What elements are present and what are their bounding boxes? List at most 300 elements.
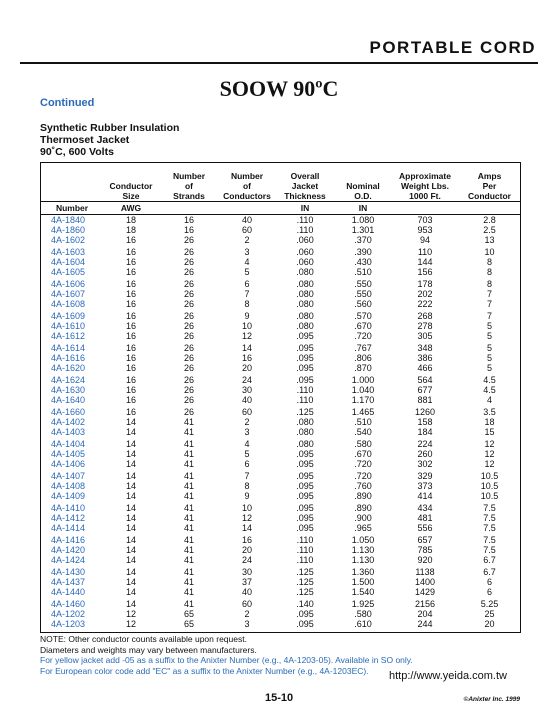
table-cell: 16 [125,363,136,373]
table-cell: 20 [241,363,252,373]
table-cell: 14 [125,491,136,501]
notes [40,634,413,676]
table-row [41,309,520,321]
table-cell: .110 [296,545,314,555]
table-cell: .095 [296,491,314,501]
part-number-cell: 4A-1437 [51,577,86,587]
table-cell: .080 [296,289,314,299]
table-cell: 26 [183,289,194,299]
table-cell: 26 [183,363,194,373]
table-cell: .110 [296,555,314,565]
part-number-cell: 4A-1614 [51,343,86,353]
table-cell: .125 [296,577,314,587]
table-cell: 26 [183,375,194,385]
table-cell: 16 [125,385,136,395]
table-cell: 1.925 [351,599,375,609]
table-cell: 12 [241,513,252,523]
table-cell: .610 [354,619,372,629]
table-cell: 26 [183,331,194,341]
table-cell: .110 [296,535,314,545]
table-cell: 1260 [414,407,436,417]
note-line: For yellow jacket add -05 as a suffix to the Anixter Number (e.g., 4A-1203-05). Available in SO only. [40,655,413,665]
table-cell: 3.5 [483,407,496,417]
table-row [41,565,520,577]
table-row [41,363,520,373]
table-cell: 16 [125,343,136,353]
table-cell: 41 [183,417,194,427]
table-row [41,609,520,619]
header-rule [20,62,538,64]
table-cell: 657 [417,535,433,545]
table-cell: 26 [183,279,194,289]
table-cell: .720 [354,459,372,469]
table-cell: 703 [417,215,433,225]
column-header: Amps Per Conductor [468,171,511,201]
part-number-cell: 4A-1405 [51,449,86,459]
table-cell: 5.25 [480,599,499,609]
table-cell: 30 [241,385,252,395]
table-cell: 1.500 [351,577,375,587]
table-cell: 16 [125,235,136,245]
part-number-cell: 4A-1630 [51,385,86,395]
table-cell: 881 [417,395,433,405]
table-row [41,459,520,469]
table-cell: 414 [417,491,433,501]
part-number-cell: 4A-1640 [51,395,86,405]
table-cell: 26 [183,395,194,405]
unit-header: IN [275,202,335,215]
table-cell: .140 [296,599,314,609]
table-cell: 14 [125,481,136,491]
table-cell: 7.5 [483,503,496,513]
table-cell: 16 [241,535,252,545]
table-cell: 16 [183,225,194,235]
table-cell: 564 [417,375,433,385]
table-cell: .095 [296,503,314,513]
table-cell: 16 [125,289,136,299]
table-cell: .095 [296,459,314,469]
table-cell: 14 [125,535,136,545]
table-cell: 3 [244,247,250,257]
table-cell: 14 [125,599,136,609]
table-cell: 26 [183,343,194,353]
table-cell: 26 [183,353,194,363]
table-cell: .095 [296,375,314,385]
table-cell: 373 [417,481,433,491]
part-number-cell: 4A-1460 [51,599,86,609]
table-cell: 953 [417,225,433,235]
table-cell: .806 [354,353,372,363]
table-cell: 14 [241,343,252,353]
description [40,122,179,158]
table-cell: .095 [296,471,314,481]
table-cell: .890 [354,503,372,513]
column-header: Nominal O.D. [346,181,380,201]
table-cell: 16 [125,375,136,385]
table-row [41,427,520,437]
table-cell: 13 [484,235,495,245]
table-cell: .080 [296,427,314,437]
table-cell: 1.080 [351,215,375,225]
table-cell: 2 [244,235,250,245]
table-row [41,533,520,545]
table-cell: .870 [354,363,372,373]
unit-header: IN [335,202,391,215]
part-number-cell: 4A-1606 [51,279,86,289]
table-cell: 14 [125,513,136,523]
table-cell: 144 [417,257,433,267]
note-line: Diameters and weights may vary between manufacturers. [40,644,257,655]
table-cell: .720 [354,331,372,341]
table-cell: 26 [183,299,194,309]
table-cell: 204 [417,609,433,619]
table-row [41,341,520,353]
part-number-cell: 4A-1609 [51,311,86,321]
table-cell: 5 [244,449,250,459]
table-cell: 40 [241,395,252,405]
table-row [41,513,520,523]
column-header: Overall Jacket Thickness [284,171,326,201]
table-cell: .080 [296,321,314,331]
table-cell: .080 [296,439,314,449]
table-cell: 1138 [415,567,435,577]
table-cell: 16 [125,407,136,417]
table-cell: .670 [354,321,372,331]
table-cell: 16 [125,311,136,321]
part-number-cell: 4A-1430 [51,567,86,577]
table-cell: .095 [296,619,314,629]
table-cell: 20 [484,619,495,629]
table-cell: 4.5 [483,385,496,395]
table-cell: 14 [125,417,136,427]
table-cell: .110 [296,385,314,395]
table-cell: 1.170 [351,395,375,405]
table-row [41,491,520,501]
table-cell: 9 [244,311,250,321]
table-cell: 302 [417,459,433,469]
table-row [41,449,520,459]
table-cell: 10 [484,247,495,257]
table-cell: 16 [125,257,136,267]
table-cell: .767 [354,343,372,353]
table-cell: 26 [183,235,194,245]
table-row [41,277,520,289]
table-cell: 3 [244,619,250,629]
table-cell: .580 [354,439,372,449]
part-number-cell: 4A-1406 [51,459,86,469]
table-cell: 158 [417,417,433,427]
table-row [41,469,520,481]
table-cell: 41 [183,567,194,577]
part-number-cell: 4A-1660 [51,407,86,417]
description-line: Synthetic Rubber Insulation [40,122,180,134]
table-cell: .125 [296,567,314,577]
table-cell: 6 [486,577,492,587]
table-cell: 16 [125,395,136,405]
table-cell: 348 [417,343,433,353]
table-cell: 26 [183,311,194,321]
table-cell: 2 [244,417,250,427]
table-cell: 41 [183,439,194,449]
table-cell: 16 [183,215,194,225]
part-number-cell: 4A-1403 [51,427,86,437]
table-cell: 40 [241,215,252,225]
table-cell: 14 [125,503,136,513]
table-cell: 8 [244,299,250,309]
unit-header [219,202,275,215]
table-cell: 94 [419,235,430,245]
table-cell: 202 [417,289,433,299]
table-cell: .095 [296,353,314,363]
table-cell: .720 [354,471,372,481]
column-header: Approximate Weight Lbs. 1000 Ft. [399,171,451,201]
table-cell: 14 [125,567,136,577]
table-cell: 7 [486,311,492,321]
table-cell: .510 [354,267,372,277]
table-cell: 9 [244,491,250,501]
column-header: Number of Conductors [223,171,271,201]
table-cell: .095 [296,363,314,373]
part-number-cell: 4A-1840 [51,215,86,225]
table-cell: .890 [354,491,372,501]
table-cell: 26 [183,385,194,395]
table-row [41,331,520,341]
table-cell: 16 [125,321,136,331]
column-header: Conductor Size [109,181,153,201]
table-cell: 2 [244,609,250,619]
note-line: NOTE: Other conductor counts available upon request. [40,634,247,644]
table-cell: 260 [417,449,433,459]
column-header: Number of Strands [172,171,206,201]
table-cell: 40 [241,587,252,597]
table-cell: 1.360 [351,567,375,577]
part-number-cell: 4A-1404 [51,439,86,449]
table-cell: 14 [125,459,136,469]
table-cell: 466 [417,363,433,373]
table-cell: 16 [125,279,136,289]
table-cell: 6.7 [483,555,496,565]
table-cell: 156 [417,267,433,277]
table-cell: 244 [417,619,433,629]
table-cell: .080 [296,311,314,321]
table-cell: 10.5 [480,491,499,501]
subheader-row [41,202,520,215]
table-cell: 7 [244,471,250,481]
table-cell: 14 [125,577,136,587]
table-cell: 677 [417,385,433,395]
table-cell: 785 [417,545,433,555]
description-line: 90˚C, 600 Volts [40,146,114,158]
table-cell: .095 [296,513,314,523]
table-cell: 12 [241,331,252,341]
table-cell: 41 [183,555,194,565]
unit-header: AWG [103,202,159,215]
part-number-cell: 4A-1612 [51,331,86,341]
part-number-cell: 4A-1860 [51,225,86,235]
table-row [41,257,520,267]
table-cell: 41 [183,459,194,469]
table-cell: .125 [296,407,314,417]
table-cell: 1.540 [351,587,375,597]
table-row [41,619,520,629]
table-cell: 18 [125,225,136,235]
part-number-cell: 4A-1604 [51,257,86,267]
table-cell: 41 [183,491,194,501]
header-row [41,163,520,202]
table-cell: .550 [354,289,372,299]
table-cell: 41 [183,427,194,437]
part-number-cell: 4A-1608 [51,299,86,309]
table-cell: 60 [241,225,252,235]
table-cell: 26 [183,267,194,277]
table-cell: 10.5 [480,471,499,481]
table-cell: 6.7 [483,567,496,577]
page-number: 15-10 [265,692,294,704]
table-cell: 6 [244,459,250,469]
part-number-cell: 4A-1410 [51,503,86,513]
table-cell: 1.465 [351,407,375,417]
table-cell: 14 [125,427,136,437]
table-cell: 1.000 [351,375,375,385]
table-cell: 6 [244,279,250,289]
part-number-cell: 4A-1440 [51,587,86,597]
page-title: SOOW 90ºC [219,76,339,101]
part-number-cell: 4A-1414 [51,523,86,533]
table-cell: 18 [125,215,136,225]
table-cell: 60 [241,407,252,417]
table-cell: 7 [486,289,492,299]
table-cell: 41 [183,545,194,555]
table-row [41,523,520,533]
table-cell: 65 [183,609,194,619]
table-cell: .080 [296,417,314,427]
part-number-cell: 4A-1409 [51,491,86,501]
part-number-cell: 4A-1424 [51,555,86,565]
unit-header: Number [41,202,103,215]
table-cell: 24 [241,375,252,385]
unit-header [159,202,219,215]
table-cell: .580 [354,609,372,619]
table-row [41,405,520,417]
part-number-cell: 4A-1407 [51,471,86,481]
part-number-cell: 4A-1610 [51,321,86,331]
table-cell: 556 [417,523,433,533]
table-cell: 65 [183,619,194,629]
table-cell: .570 [354,311,372,321]
table-cell: 41 [183,471,194,481]
part-number-cell: 4A-1408 [51,481,86,491]
table-cell: .095 [296,481,314,491]
table-cell: .560 [354,299,372,309]
table-row [41,373,520,385]
table-cell: 1400 [414,577,436,587]
table-cell: 41 [183,523,194,533]
table-cell: 41 [183,535,194,545]
table-row [41,235,520,245]
table-cell: .760 [354,481,372,491]
table-cell: 16 [241,353,252,363]
table-cell: 178 [417,279,433,289]
part-number-cell: 4A-1203 [51,619,86,629]
table-cell: 12 [484,449,495,459]
table-cell: 12 [484,439,495,449]
table-cell: 41 [183,577,194,587]
table-cell: 26 [183,407,194,417]
table-cell: 41 [183,599,194,609]
part-number-cell: 4A-1602 [51,235,86,245]
table-cell: .670 [354,449,372,459]
table-cell: .540 [354,427,372,437]
table-cell: 7.5 [483,545,496,555]
table-cell: 10 [241,503,252,513]
table-row [41,417,520,427]
table-cell: 20 [241,545,252,555]
table-cell: .095 [296,449,314,459]
table-cell: .095 [296,609,314,619]
description-line: Thermoset Jacket [40,134,130,146]
table-cell: 1.130 [351,545,375,555]
table-cell: 26 [183,247,194,257]
table-row [41,245,520,257]
table-cell: 7.5 [483,523,496,533]
table-cell: 268 [417,311,433,321]
table-row [41,353,520,363]
table-cell: 4.5 [483,375,496,385]
table-cell: .110 [296,395,314,405]
table-cell: 41 [183,513,194,523]
table-cell: 1.301 [351,225,375,235]
table-body [41,215,520,630]
table-cell: .080 [296,299,314,309]
table-cell: 14 [125,587,136,597]
table-cell: 8 [244,481,250,491]
table-cell: 7.5 [483,535,496,545]
table-cell: 5 [486,353,492,363]
table-cell: 12 [484,459,495,469]
table-cell: 1.130 [351,555,375,565]
table-row [41,321,520,331]
table-cell: 14 [125,439,136,449]
table-cell: 5 [486,331,492,341]
table-cell: 4 [486,395,492,405]
table-cell: 5 [486,363,492,373]
table-cell: 16 [125,299,136,309]
table-cell: .370 [354,235,372,245]
table-cell: 37 [241,577,252,587]
table-cell: 14 [125,545,136,555]
table-cell: 8 [486,279,492,289]
table-cell: .095 [296,523,314,533]
table-cell: .125 [296,587,314,597]
table-cell: 2156 [414,599,436,609]
table-cell: 481 [417,513,433,523]
table-cell: 16 [125,331,136,341]
table-row [41,267,520,277]
table-cell: 8 [486,257,492,267]
table-cell: 30 [241,567,252,577]
table-cell: 7 [244,289,250,299]
table-cell: 41 [183,503,194,513]
table-cell: 41 [183,449,194,459]
table-cell: 14 [125,523,136,533]
table-cell: 16 [125,353,136,363]
table-cell: .900 [354,513,372,523]
table-cell: 329 [417,471,433,481]
table-cell: 1.040 [351,385,375,395]
table-cell: 434 [417,503,433,513]
table-cell: 25 [484,609,495,619]
table-cell: 278 [417,321,433,331]
